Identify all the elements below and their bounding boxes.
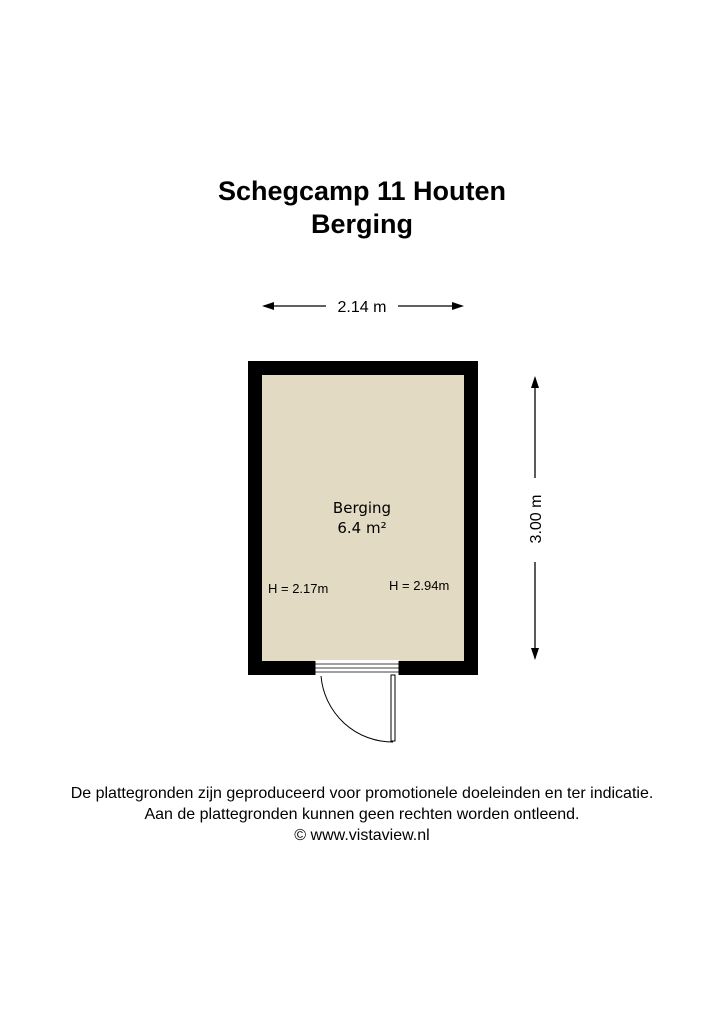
width-dimension	[262, 299, 464, 316]
disclaimer-line-1: De plattegronden zijn geproduceerd voor promotionele doeleinden en ter indicatie.	[70, 785, 654, 802]
width-dimension-label: 2.14 m	[337, 299, 387, 316]
height-dimension-label: 3.00 m	[528, 494, 545, 544]
height-arrow-bottom	[531, 648, 539, 660]
door-leaf	[391, 675, 395, 741]
room-name-label: Berging	[332, 499, 392, 517]
room-height-left-label: H = 2.17m	[268, 581, 329, 596]
width-arrow-right	[452, 302, 464, 310]
copyright-line: © www.vistaview.nl	[294, 827, 430, 844]
height-dimension	[528, 376, 545, 660]
room-height-right-label: H = 2.94m	[389, 578, 450, 593]
door-swing-arc	[321, 676, 393, 742]
page-title-address: Schegcamp 11 Houten	[217, 176, 507, 206]
disclaimer-line-2: Aan de plattegronden kunnen geen rechten worden ontleend.	[144, 806, 580, 823]
room-floor	[262, 375, 464, 661]
door	[315, 660, 399, 742]
width-arrow-left	[262, 302, 274, 310]
height-arrow-top	[531, 376, 539, 388]
room-area-label: 6.4 m²	[337, 519, 387, 537]
page-title-room: Berging	[310, 209, 413, 239]
